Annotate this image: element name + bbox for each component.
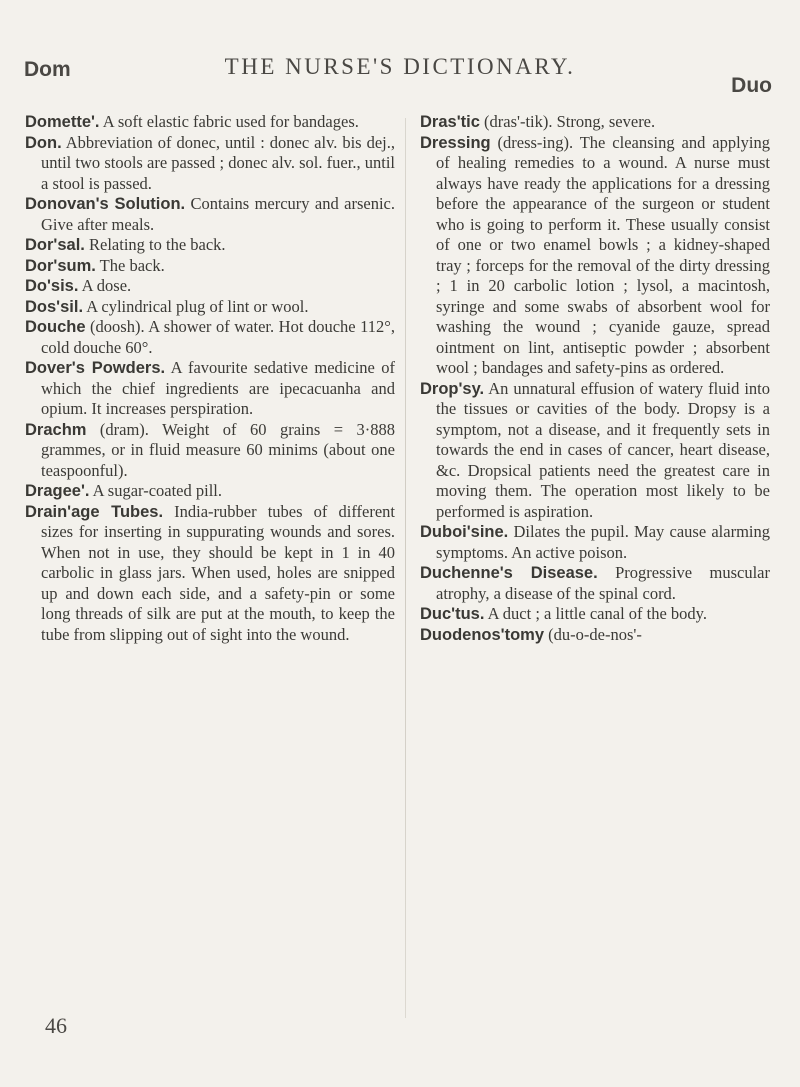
dictionary-entry bbox=[420, 133, 770, 379]
entry-definition: A favourite sedative medicine of which the chief ingredients are ipecacuanha and opium. It increases perspiration. bbox=[41, 358, 396, 418]
entry-term: Dressing bbox=[420, 133, 491, 152]
entry-term: Don. bbox=[25, 133, 62, 152]
entry-term: Dor'sal. bbox=[25, 236, 85, 254]
entry-definition: Dilates the pupil. May cause alarming symptoms. An active poison. bbox=[436, 522, 770, 562]
entry-term: Drop'sy. bbox=[420, 379, 485, 398]
entry-definition: Relating to the back. bbox=[84, 235, 226, 254]
dictionary-entry bbox=[25, 112, 395, 133]
entry-term: Dor'sum. bbox=[25, 256, 96, 275]
dictionary-entry bbox=[420, 563, 770, 604]
dictionary-entry bbox=[420, 112, 770, 133]
entry-term: Donovan's Solution. bbox=[25, 195, 186, 213]
dictionary-entry bbox=[420, 522, 770, 563]
column-divider bbox=[405, 118, 406, 1018]
entry-definition: An unnatural effusion of watery fluid into the tissues or cavities of the body. Dropsy is a symptom, not a disease, and it frequently sets in towards the end in cases of cancer, heart disease, &c. Dropsical patients need the greatest care in moving them. The operation most likely to be performed is aspiration. bbox=[436, 378, 770, 521]
entry-definition: (dras'-tik). Strong, severe. bbox=[479, 112, 656, 131]
dictionary-entry bbox=[25, 133, 395, 195]
dictionary-entry bbox=[25, 194, 395, 235]
dictionary-entry bbox=[25, 481, 395, 502]
entry-definition: (dress-ing). The cleansing and applying of healing remedies to a wound. A nurse must always have ready the applications for a dressing before the appearance of the surgeon or student who is going to perform it. These usually consist of one or two enamel bowls ; a kidney-shaped tray ; forceps for the removal of the dirty dressing ; 1 in 20 carbolic lotion ; lysol, a macintosh, syringe and some swabs of absorbent wool for washing the wound ; cyanide gauze, spread ointment on lint, antiseptic powder ; absorbent wool ; bandages and safety-pins as ordered. bbox=[436, 132, 770, 377]
entry-term: Drain'age Tubes. bbox=[25, 502, 164, 521]
entry-definition: (du-o-de-nos'- bbox=[544, 624, 642, 644]
dictionary-entry bbox=[25, 317, 395, 358]
running-head-right: Duo bbox=[731, 74, 772, 97]
entry-term: Dras'tic bbox=[420, 113, 480, 131]
dictionary-entry bbox=[25, 256, 395, 277]
entry-definition: India-rubber tubes of different sizes for inserting in suppurating wounds and sores. When not in use, they should be kept in 1 in 40 carbolic in glass jars. When used, holes are snipped up and down each side, and a safety-pin or some long threads of silk are put at the mouth, to keep the tube from slipping out of sight into the wound. bbox=[41, 501, 395, 644]
entry-term: Duchenne's Disease. bbox=[420, 564, 598, 582]
dictionary-entry bbox=[25, 297, 395, 318]
dictionary-entry bbox=[25, 276, 395, 297]
entry-definition: Contains mercury and arsenic. Give after meals. bbox=[41, 194, 395, 234]
running-head-left: Dom bbox=[24, 58, 71, 81]
dictionary-entry bbox=[420, 379, 770, 523]
entry-definition: (doosh). A shower of water. Hot douche 112°, cold douche 60°. bbox=[41, 317, 395, 357]
entry-term: Drachm bbox=[25, 420, 87, 439]
entry-term: Dos'sil. bbox=[25, 297, 84, 316]
dictionary-entry bbox=[25, 502, 395, 646]
dictionary-entry bbox=[420, 604, 770, 625]
entry-definition: (dram). Weight of 60 grains = 3·888 grammes, or in fluid measure 60 minims (about one teaspoonful). bbox=[41, 419, 395, 480]
dictionary-entry bbox=[25, 358, 395, 420]
dictionary-entry bbox=[420, 625, 770, 646]
entry-term: Dragee'. bbox=[25, 482, 90, 500]
entry-definition: The back. bbox=[95, 255, 165, 275]
page-title: THE NURSE'S DICTIONARY. bbox=[224, 54, 576, 79]
entry-term: Dover's Powders. bbox=[25, 359, 166, 377]
entry-term: Duboi'sine. bbox=[420, 523, 509, 541]
entry-definition: A soft elastic fabric used for bandages. bbox=[99, 112, 359, 131]
dictionary-entry bbox=[25, 420, 395, 482]
page-number: 46 bbox=[45, 1013, 67, 1038]
left-column bbox=[25, 112, 395, 645]
entry-definition: A dose. bbox=[78, 276, 132, 295]
entry-definition: A cylindrical plug of lint or wool. bbox=[83, 296, 309, 316]
entry-definition: A sugar-coated pill. bbox=[89, 481, 223, 500]
right-column bbox=[420, 112, 770, 645]
entry-definition: Progressive muscular atrophy, a disease of the spinal cord. bbox=[436, 563, 770, 603]
entry-term: Duodenos'tomy bbox=[420, 625, 545, 644]
dictionary-entry bbox=[25, 235, 395, 256]
entry-term: Do'sis. bbox=[25, 277, 79, 295]
entry-term: Domette'. bbox=[25, 113, 100, 131]
entry-term: Duc'tus. bbox=[420, 605, 485, 623]
entry-definition: A duct ; a little canal of the body. bbox=[484, 604, 707, 623]
entry-term: Douche bbox=[25, 318, 86, 336]
entry-definition: Abbreviation of donec, until : donec alv. bis dej., until two stools are passed ; donec alv. sol. fuer., until a stool is passed. bbox=[41, 132, 395, 193]
